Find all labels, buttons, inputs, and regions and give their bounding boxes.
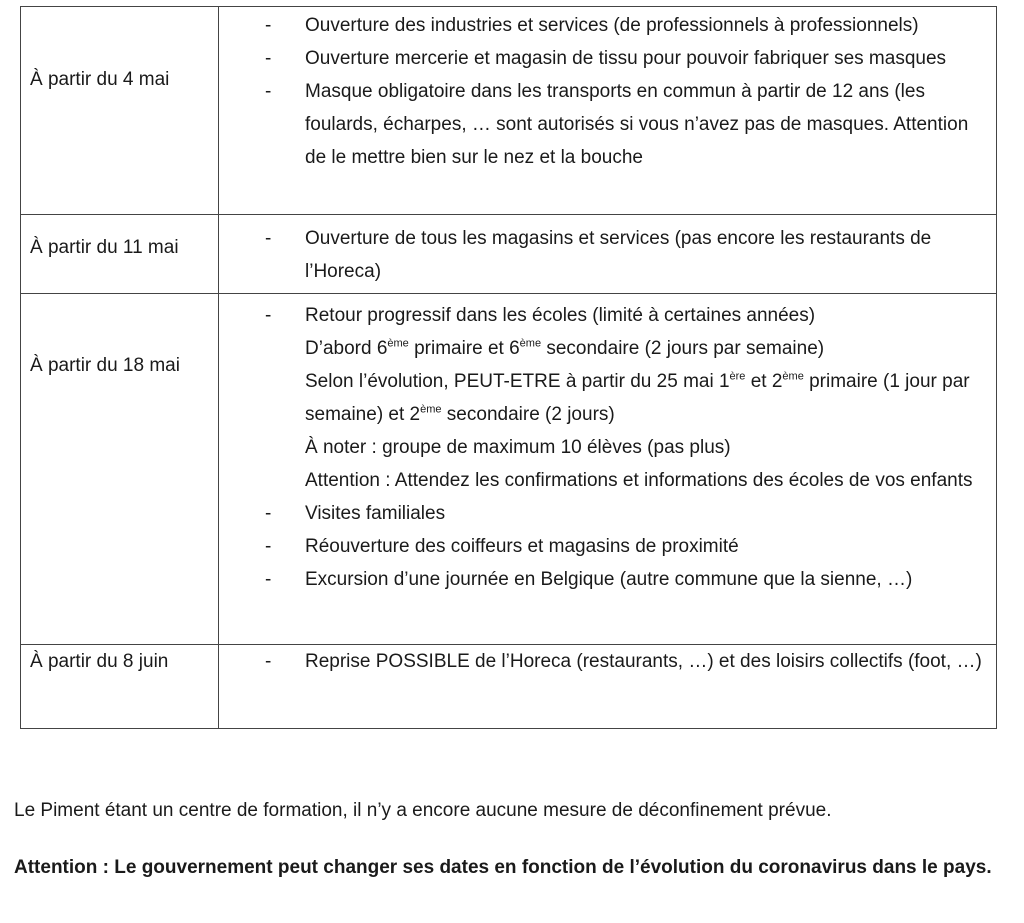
info-note: Le Piment étant un centre de formation, il n’y a encore aucune mesure de déconfinement prévue.	[14, 800, 832, 821]
item-text: Ouverture des industries et services (de professionnels à professionnels)	[305, 15, 919, 36]
superscript: ème	[387, 337, 409, 350]
date-label: À partir du 4 mai	[30, 69, 170, 90]
item-text: primaire (1 jour par semaine) et 2	[305, 371, 970, 425]
superscript: ère	[729, 370, 746, 383]
item-text: Réouverture des coiffeurs et magasins de proximité	[305, 536, 739, 557]
table-row	[21, 215, 997, 294]
superscript: ème	[782, 370, 804, 383]
warning-note: Attention : Le gouvernement peut changer ses dates en fonction de l’évolution du coronavirus dans le pays.	[14, 857, 992, 878]
bullet-dash: -	[265, 651, 272, 672]
item-text: et 2	[745, 371, 783, 392]
item-text: Selon l’évolution, PEUT-ETRE à partir du 25 mai 1	[305, 371, 730, 392]
date-cell	[21, 645, 219, 729]
list-item	[219, 9, 996, 42]
item-text: Attention : Attendez les confirmations et informations des écoles de vos enfants	[305, 470, 973, 491]
list-item	[219, 42, 996, 75]
item-text: Excursion d’une journée en Belgique (autre commune que la sienne, …)	[305, 569, 913, 590]
bullet-dash: -	[265, 15, 272, 36]
bullet-dash: -	[265, 536, 272, 557]
list-item	[219, 497, 996, 530]
bullet-dash: -	[265, 81, 272, 102]
item-text: primaire et 6	[408, 338, 520, 359]
table-row	[21, 645, 997, 729]
bullet-dash: -	[265, 503, 272, 524]
list-item	[219, 530, 996, 563]
item-text: D’abord 6	[305, 338, 388, 359]
bullet-dash: -	[265, 305, 272, 326]
items-cell	[219, 294, 997, 645]
item-list	[219, 222, 996, 288]
item-text: Retour progressif dans les écoles (limité à certaines années)	[305, 305, 816, 326]
bullet-dash: -	[265, 228, 272, 249]
list-item	[219, 222, 996, 288]
list-item	[219, 563, 996, 596]
item-list	[219, 9, 996, 174]
date-label: À partir du 18 mai	[30, 355, 180, 376]
bullet-dash: -	[265, 569, 272, 590]
date-label: À partir du 11 mai	[30, 237, 179, 258]
item-text: secondaire (2 jours par semaine)	[541, 338, 825, 359]
date-label: À partir du 8 juin	[30, 651, 169, 672]
table-row	[21, 294, 997, 645]
list-item	[219, 75, 996, 174]
item-list	[219, 299, 996, 596]
item-list	[219, 645, 996, 678]
items-cell	[219, 645, 997, 729]
superscript: ème	[420, 403, 442, 416]
items-cell	[219, 7, 997, 215]
table-row	[21, 7, 997, 215]
item-text: Masque obligatoire dans les transports en commun à partir de 12 ans (les foulards, écharpes, … sont autorisés si vous n’avez pas de masques. Attention de le mettre bien sur le nez et la bouche	[305, 81, 969, 168]
item-text: Ouverture de tous les magasins et services (pas encore les restaurants de l’Horeca)	[305, 228, 932, 282]
items-cell	[219, 215, 997, 294]
date-cell	[21, 215, 219, 294]
bullet-dash: -	[265, 48, 272, 69]
schedule-table	[20, 6, 997, 729]
list-item	[219, 299, 996, 497]
date-cell	[21, 294, 219, 645]
date-cell	[21, 7, 219, 215]
list-item	[219, 645, 996, 678]
item-text: secondaire (2 jours)	[441, 404, 615, 425]
item-text: Reprise POSSIBLE de l’Horeca (restaurants, …) et des loisirs collectifs (foot, …)	[305, 651, 982, 672]
item-text: Ouverture mercerie et magasin de tissu pour pouvoir fabriquer ses masques	[305, 48, 947, 69]
superscript: ème	[519, 337, 542, 350]
item-text: Visites familiales	[305, 503, 446, 524]
item-text: À noter : groupe de maximum 10 élèves (pas plus)	[305, 437, 731, 458]
